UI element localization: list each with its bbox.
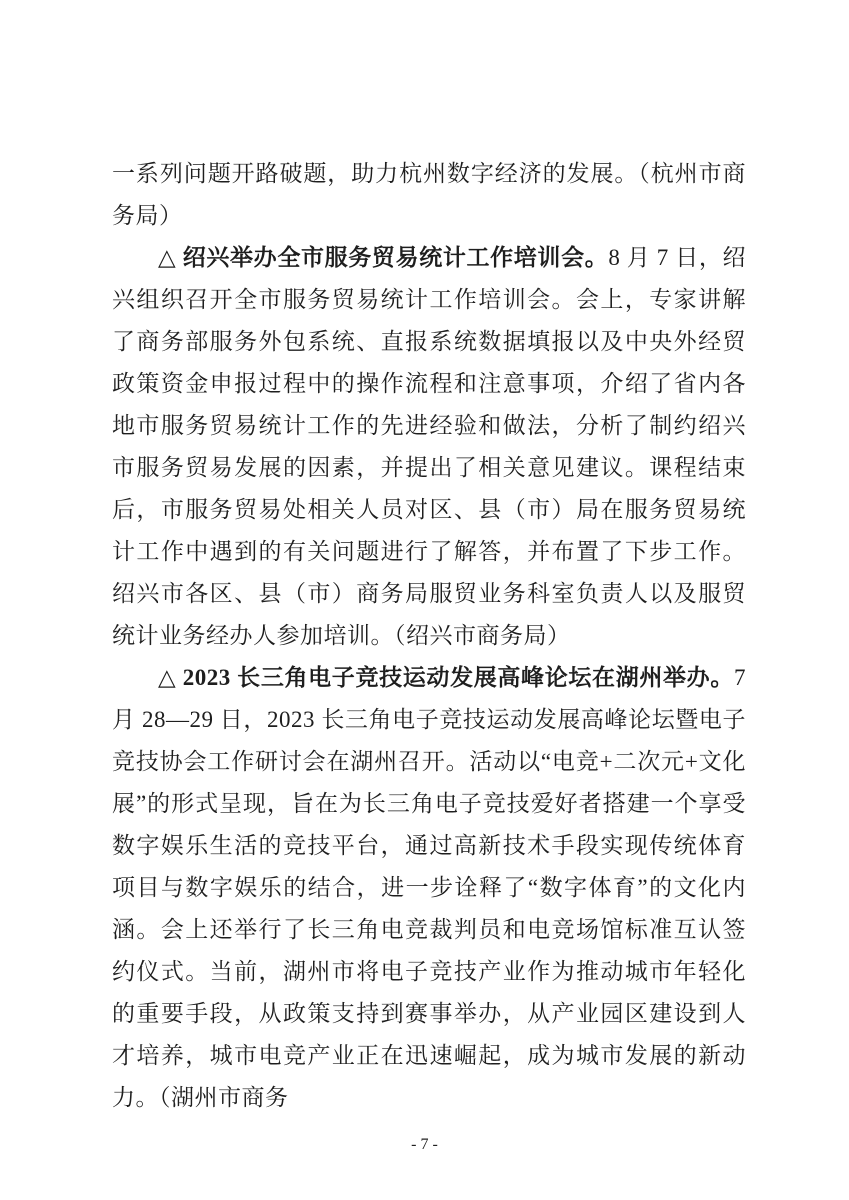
news-item-heading: △ 2023 长三角电子竞技运动发展高峰论坛在湖州举办。 [158, 665, 734, 690]
news-item-paragraph-huzhou [112, 657, 746, 1119]
continuation-paragraph [112, 153, 746, 237]
document-body [112, 153, 746, 1119]
news-item-paragraph-shaoxing [112, 237, 746, 657]
news-item-heading: △ 绍兴举办全市服务贸易统计工作培训会。 [158, 245, 609, 270]
news-item-body: 8 月 7 日，绍兴组织召开全市服务贸易统计工作培训会。会上，专家讲解了商务部服务外包系统、直报系统数据填报以及中央外经贸政策资金申报过程中的操作流程和注意事项，介绍了省内各地市服务贸易统计工作的先进经验和做法，分析了制约绍兴市服务贸易发展的因素，并提出了相关意见建议。课程结束后，市服务贸易处相关人员对区、县（市）局在服务贸易统计工作中遇到的有关问题进行了解答，并布置了下步工作。绍兴市各区、县（市）商务局服贸业务科室负责人以及服贸统计业务经办人参加培训。（绍兴市商务局） [112, 245, 746, 648]
news-item-body: 7 月 28—29 日，2023 长三角电子竞技运动发展高峰论坛暨电子竞技协会工作研讨会在湖州召开。活动以“电竞+二次元+文化展”的形式呈现，旨在为长三角电子竞技爱好者搭建一个享受数字娱乐生活的竞技平台，通过高新技术手段实现传统体育项目与数字娱乐的结合，进一步诠释了“数字体育”的文化内涵。会上还举行了长三角电竞裁判员和电竞场馆标准互认签约仪式。当前，湖州市将电子竞技产业作为推动城市年轻化的重要手段，从政策支持到赛事举办，从产业园区建设到人才培养，城市电竞产业正在迅速崛起，成为城市发展的新动力。（湖州市商务 [112, 665, 746, 1110]
page-number: - 7 - [411, 1136, 438, 1153]
paragraph-text: 一系列问题开路破题，助力杭州数字经济的发展。（杭州市商务局） [112, 161, 746, 228]
